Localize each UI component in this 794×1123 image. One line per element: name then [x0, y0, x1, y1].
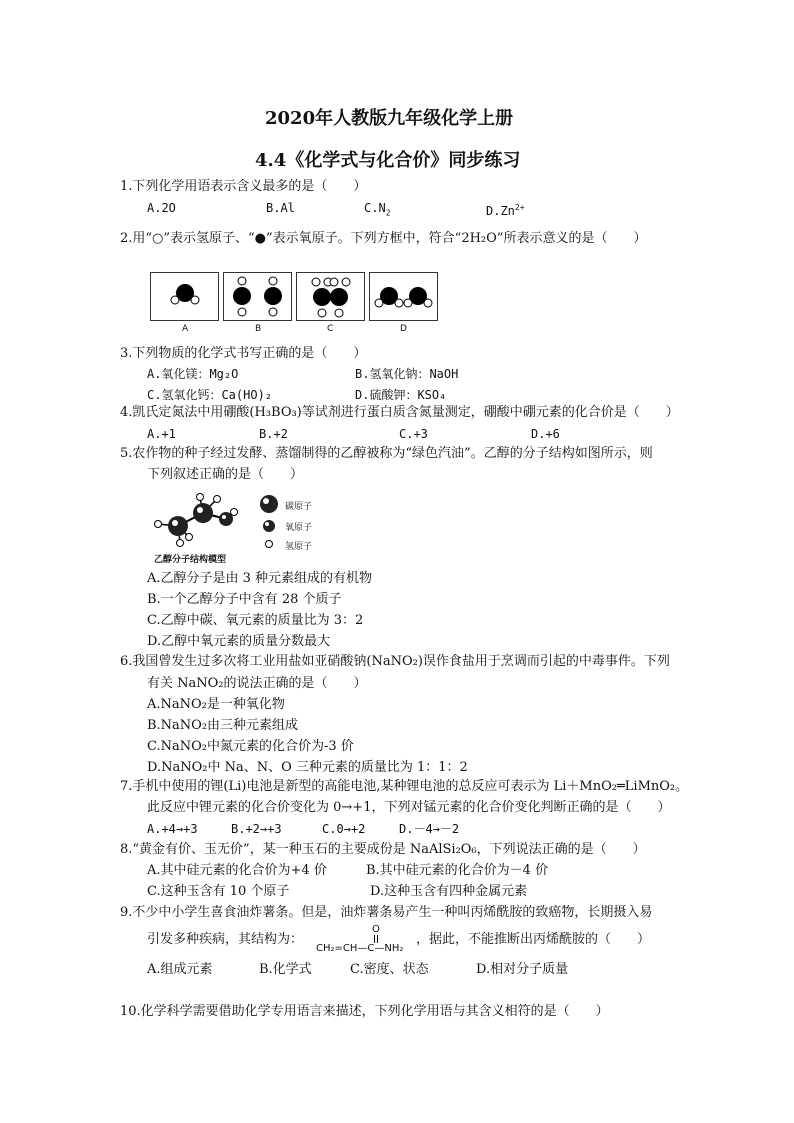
page-subtitle: 4.4《化学式与化合价》同步练习	[255, 150, 521, 171]
structural-formula: CH₂=CH—C—NH₂	[316, 943, 404, 954]
q5-option-d: D.乙醇中氧元素的质量分数最大	[147, 634, 331, 649]
q6-option-c: C.NaNO₂中氮元素的化合价为-3 价	[147, 739, 354, 754]
q9-option-b: B.化学式	[259, 962, 312, 977]
q1-option-a: A.2O	[147, 201, 176, 215]
q9-option-a: A.组成元素	[147, 962, 213, 977]
q2-box-a	[150, 272, 219, 321]
molecule-diagram-a	[151, 273, 218, 320]
acrylamide-structure	[316, 924, 416, 960]
question-9-stem-2-pre: 引发多种疾病，其结构为：	[147, 932, 304, 947]
q7-option-a: A.+4→+3	[147, 822, 198, 836]
question-6-stem-1: 6.我国曾发生过多次将工业用盐如亚硝酸钠(NaNO₂)误作食盐用于烹调而引起的中毒事件。下列	[120, 654, 670, 669]
molecule-diagram-d	[370, 273, 437, 320]
q8-option-b: B.其中硅元素的化合价为－4 价	[366, 863, 549, 878]
q2-box-d	[369, 272, 438, 321]
double-bond-line-2	[377, 935, 379, 943]
question-5-stem-2: 下列叙述正确的是（ ）	[147, 467, 304, 482]
question-9-stem-2-post: ，据此，不能推断出丙烯酰胺的（ ）	[416, 932, 651, 947]
q2-box-c	[296, 272, 365, 321]
q2-label-d: D	[400, 324, 407, 334]
question-7-stem-1: 7.手机中使用的锂(Li)电池是新型的高能电池,某种锂电池的总反应可表示为 Li＋MnO₂═LiMnO₂。	[120, 779, 689, 794]
q4-option-a: A.+1	[147, 427, 176, 441]
question-1-stem: 1.下列化学用语表示含义最多的是（ ）	[120, 179, 367, 194]
legend-oxygen: 氧原子	[285, 523, 313, 533]
q1-option-c: $C.N_2$	[364, 201, 391, 218]
ethanol-figure	[148, 486, 314, 566]
page-title: 2020年人教版九年级化学上册	[265, 108, 514, 129]
q3-option-b: B.氢氧化钠：NaOH	[355, 367, 459, 381]
question-4-stem: 4.凯氏定氮法中用硼酸(H₃BO₃)等试剂进行蛋白质含氮量测定，硼酸中硼元素的化合价是（ ）	[120, 405, 679, 420]
figure-caption: 乙醇分子结构模型	[154, 555, 227, 565]
q3-option-a: A.氧化镁：Mg₂O	[147, 367, 239, 381]
question-6-stem-2: 有关 NaNO₂的说法正确的是（ ）	[147, 676, 367, 691]
q4-option-c: C.+3	[399, 427, 428, 441]
q6-option-d: D.NaNO₂中 Na、N、O 三种元素的质量比为 1：1：2	[147, 760, 468, 775]
q9-option-d: D.相对分子质量	[476, 962, 569, 977]
q7-option-d: D.－4→－2	[399, 822, 460, 836]
q4-option-b: B.+2	[259, 427, 288, 441]
legend-hydrogen: 氢原子	[285, 542, 313, 552]
q6-option-b: B.NaNO₂由三种元素组成	[147, 718, 299, 733]
q3-option-d: D.硫酸钾：KSO₄	[355, 388, 447, 402]
question-3-stem: 3.下列物质的化学式书写正确的是（ ）	[120, 346, 367, 361]
q6-option-a: A.NaNO₂是一种氧化物	[147, 697, 285, 712]
q8-option-d: D.这种玉含有四种金属元素	[370, 884, 528, 899]
question-8-stem: 8.“黄金有价、玉无价”，某一种玉石的主要成份是 NaAlSi₂O₆，下列说法正确的是（ ）	[120, 842, 646, 857]
question-10-stem: 10.化学科学需要借助化学专用语言来描述，下列化学用语与其含义相符的是（ ）	[120, 1004, 609, 1019]
q7-option-c: C.0→+2	[322, 822, 366, 836]
q1-option-d: $D.Zn^{2+}$	[486, 203, 525, 218]
q5-option-b: B.一个乙醇分子中含有 28 个质子	[147, 592, 342, 607]
molecule-diagram-c	[297, 273, 364, 320]
double-bond-line-1	[374, 935, 376, 943]
q5-option-a: A.乙醇分子是由 3 种元素组成的有机物	[147, 571, 373, 586]
q4-option-d: D.+6	[531, 427, 560, 441]
q2-label-a: A	[182, 324, 189, 334]
question-2-stem: 2.用“○”表示氢原子、“●”表示氧原子。下列方框中，符合“2H₂O”所表示意义的是（ ）	[120, 231, 647, 246]
q1-option-b: B.Al	[266, 201, 295, 215]
q9-option-c: C.密度、状态	[350, 962, 429, 977]
q8-option-a: A.其中硅元素的化合价为+4 价	[147, 863, 327, 878]
q8-option-c: C.这种玉含有 10 个原子	[147, 884, 290, 899]
q7-option-b: B.+2→+3	[231, 822, 282, 836]
legend-carbon: 碳原子	[285, 502, 313, 512]
question-5-stem-1: 5.农作物的种子经过发酵、蒸馏制得的乙醇被称为“绿色汽油”。乙醇的分子结构如图所示，则	[120, 446, 653, 461]
q3-option-c: C.氢氧化钙：Ca(HO)₂	[147, 388, 273, 402]
q2-box-b	[223, 272, 292, 321]
carbonyl-oxygen: O	[372, 924, 380, 935]
q2-label-b: B	[255, 324, 262, 334]
molecule-diagram-b	[224, 273, 291, 320]
question-7-stem-2: 此反应中锂元素的化合价变化为 0→+1，下列对锰元素的化合价变化判断正确的是（ ）	[147, 800, 671, 815]
question-9-stem-1: 9.不少中小学生喜食油炸薯条。但是，油炸薯条易产生一种叫丙烯酰胺的致癌物，长期摄入易	[120, 905, 653, 920]
q5-option-c: C.乙醇中碳、氧元素的质量比为 3：2	[147, 613, 364, 628]
q2-label-c: C	[327, 324, 334, 334]
